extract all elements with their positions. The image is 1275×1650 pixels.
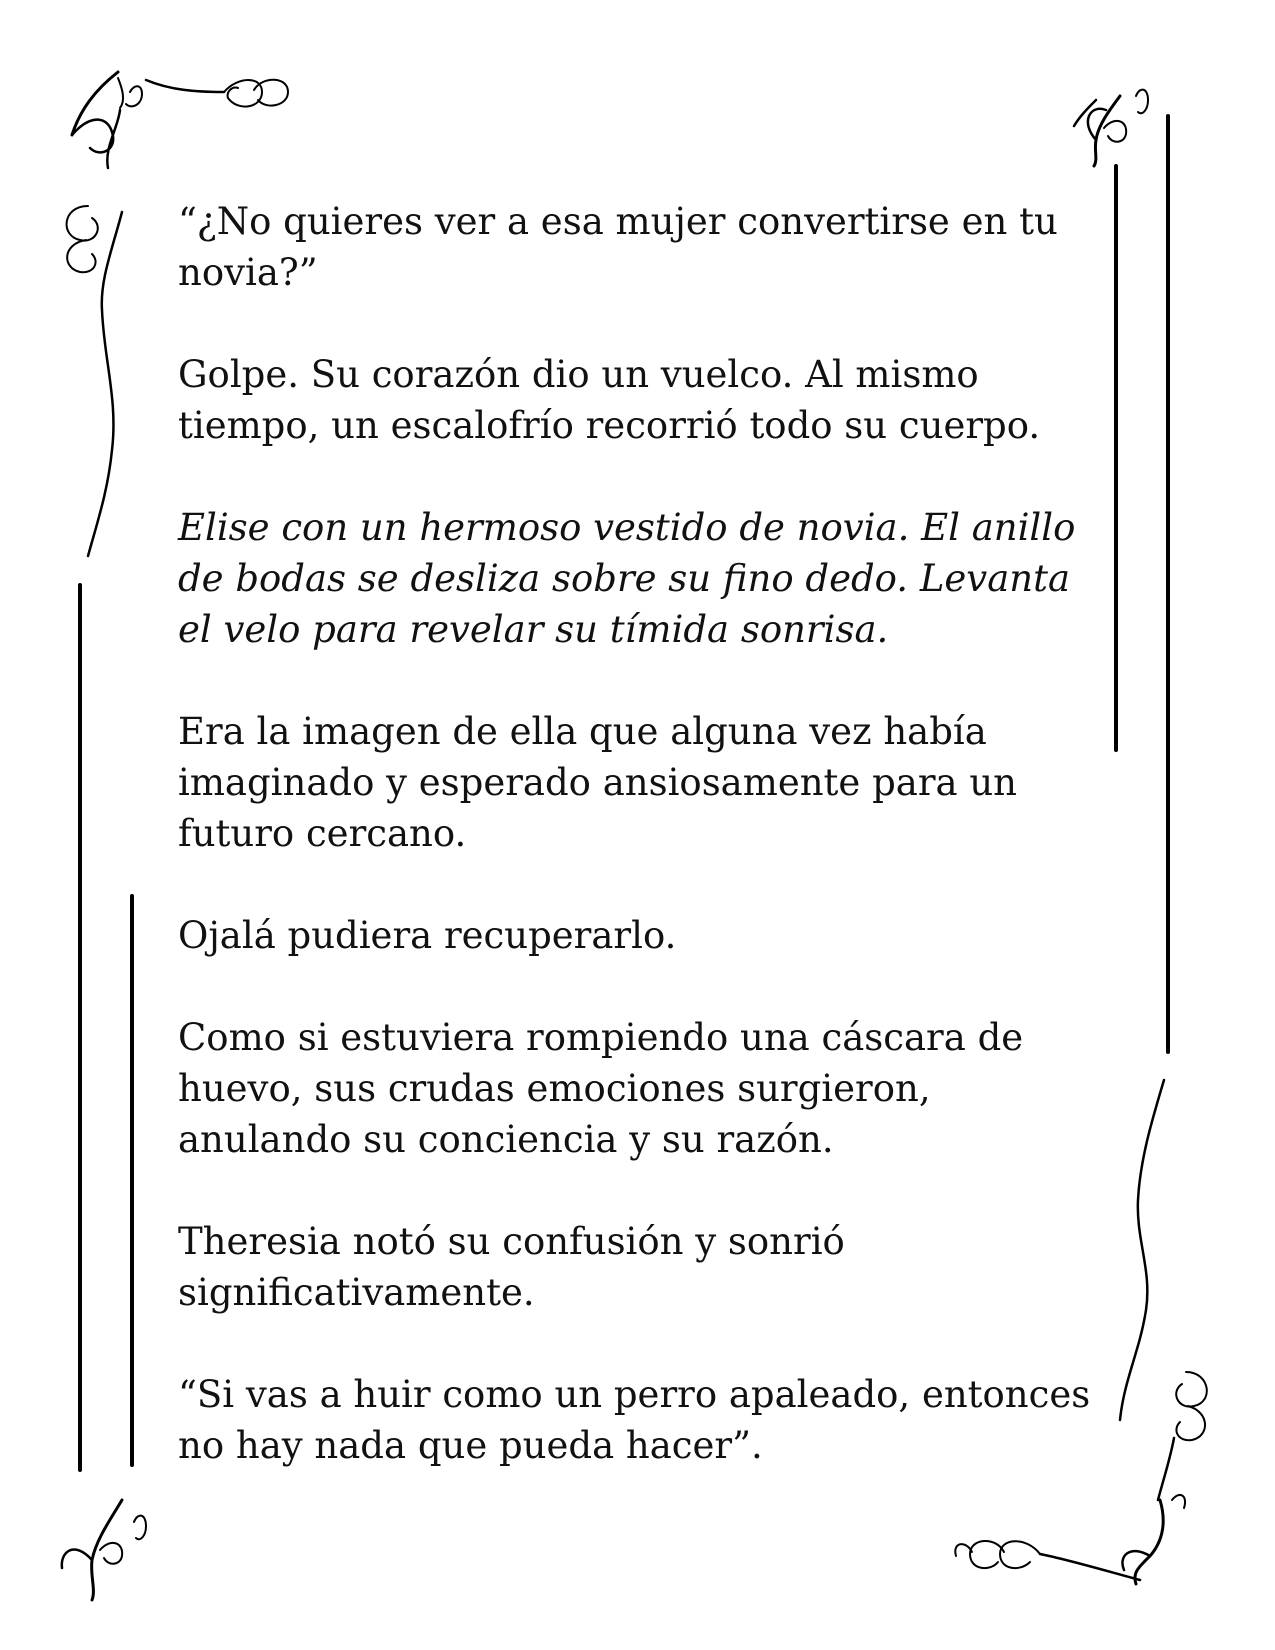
paragraph-1: “¿No quieres ver a esa mujer convertirse en tu novia?” [178,200,1058,294]
story-text [178,196,1098,1522]
paragraph-8: “Si vas a huir como un perro apaleado, entonces no hay nada que pueda hacer”. [178,1373,1091,1467]
paragraph-5: Ojalá pudiera recuperarlo. [178,914,677,957]
paragraph-2: Golpe. Su corazón dio un vuelco. Al mismo tiempo, un escalofrío recorrió todo su cuerpo. [178,353,1041,447]
paragraph-6: Como si estuviera rompiendo una cáscara de huevo, sus crudas emociones surgieron, anulando su conciencia y su razón. [178,1016,1024,1161]
paragraph-7: Theresia notó su confusión y sonrió significativamente. [178,1220,845,1314]
paragraph-4: Era la imagen de ella que alguna vez había imaginado y esperado ansiosamente para un futuro cercano. [178,710,1017,855]
paragraph-3-italic: Elise con un hermoso vestido de novia. El anillo de bodas se desliza sobre su fino dedo. Levanta el velo para revelar su tímida sonrisa. [178,506,1076,651]
bottom-left-flourish-icon [62,1500,146,1600]
